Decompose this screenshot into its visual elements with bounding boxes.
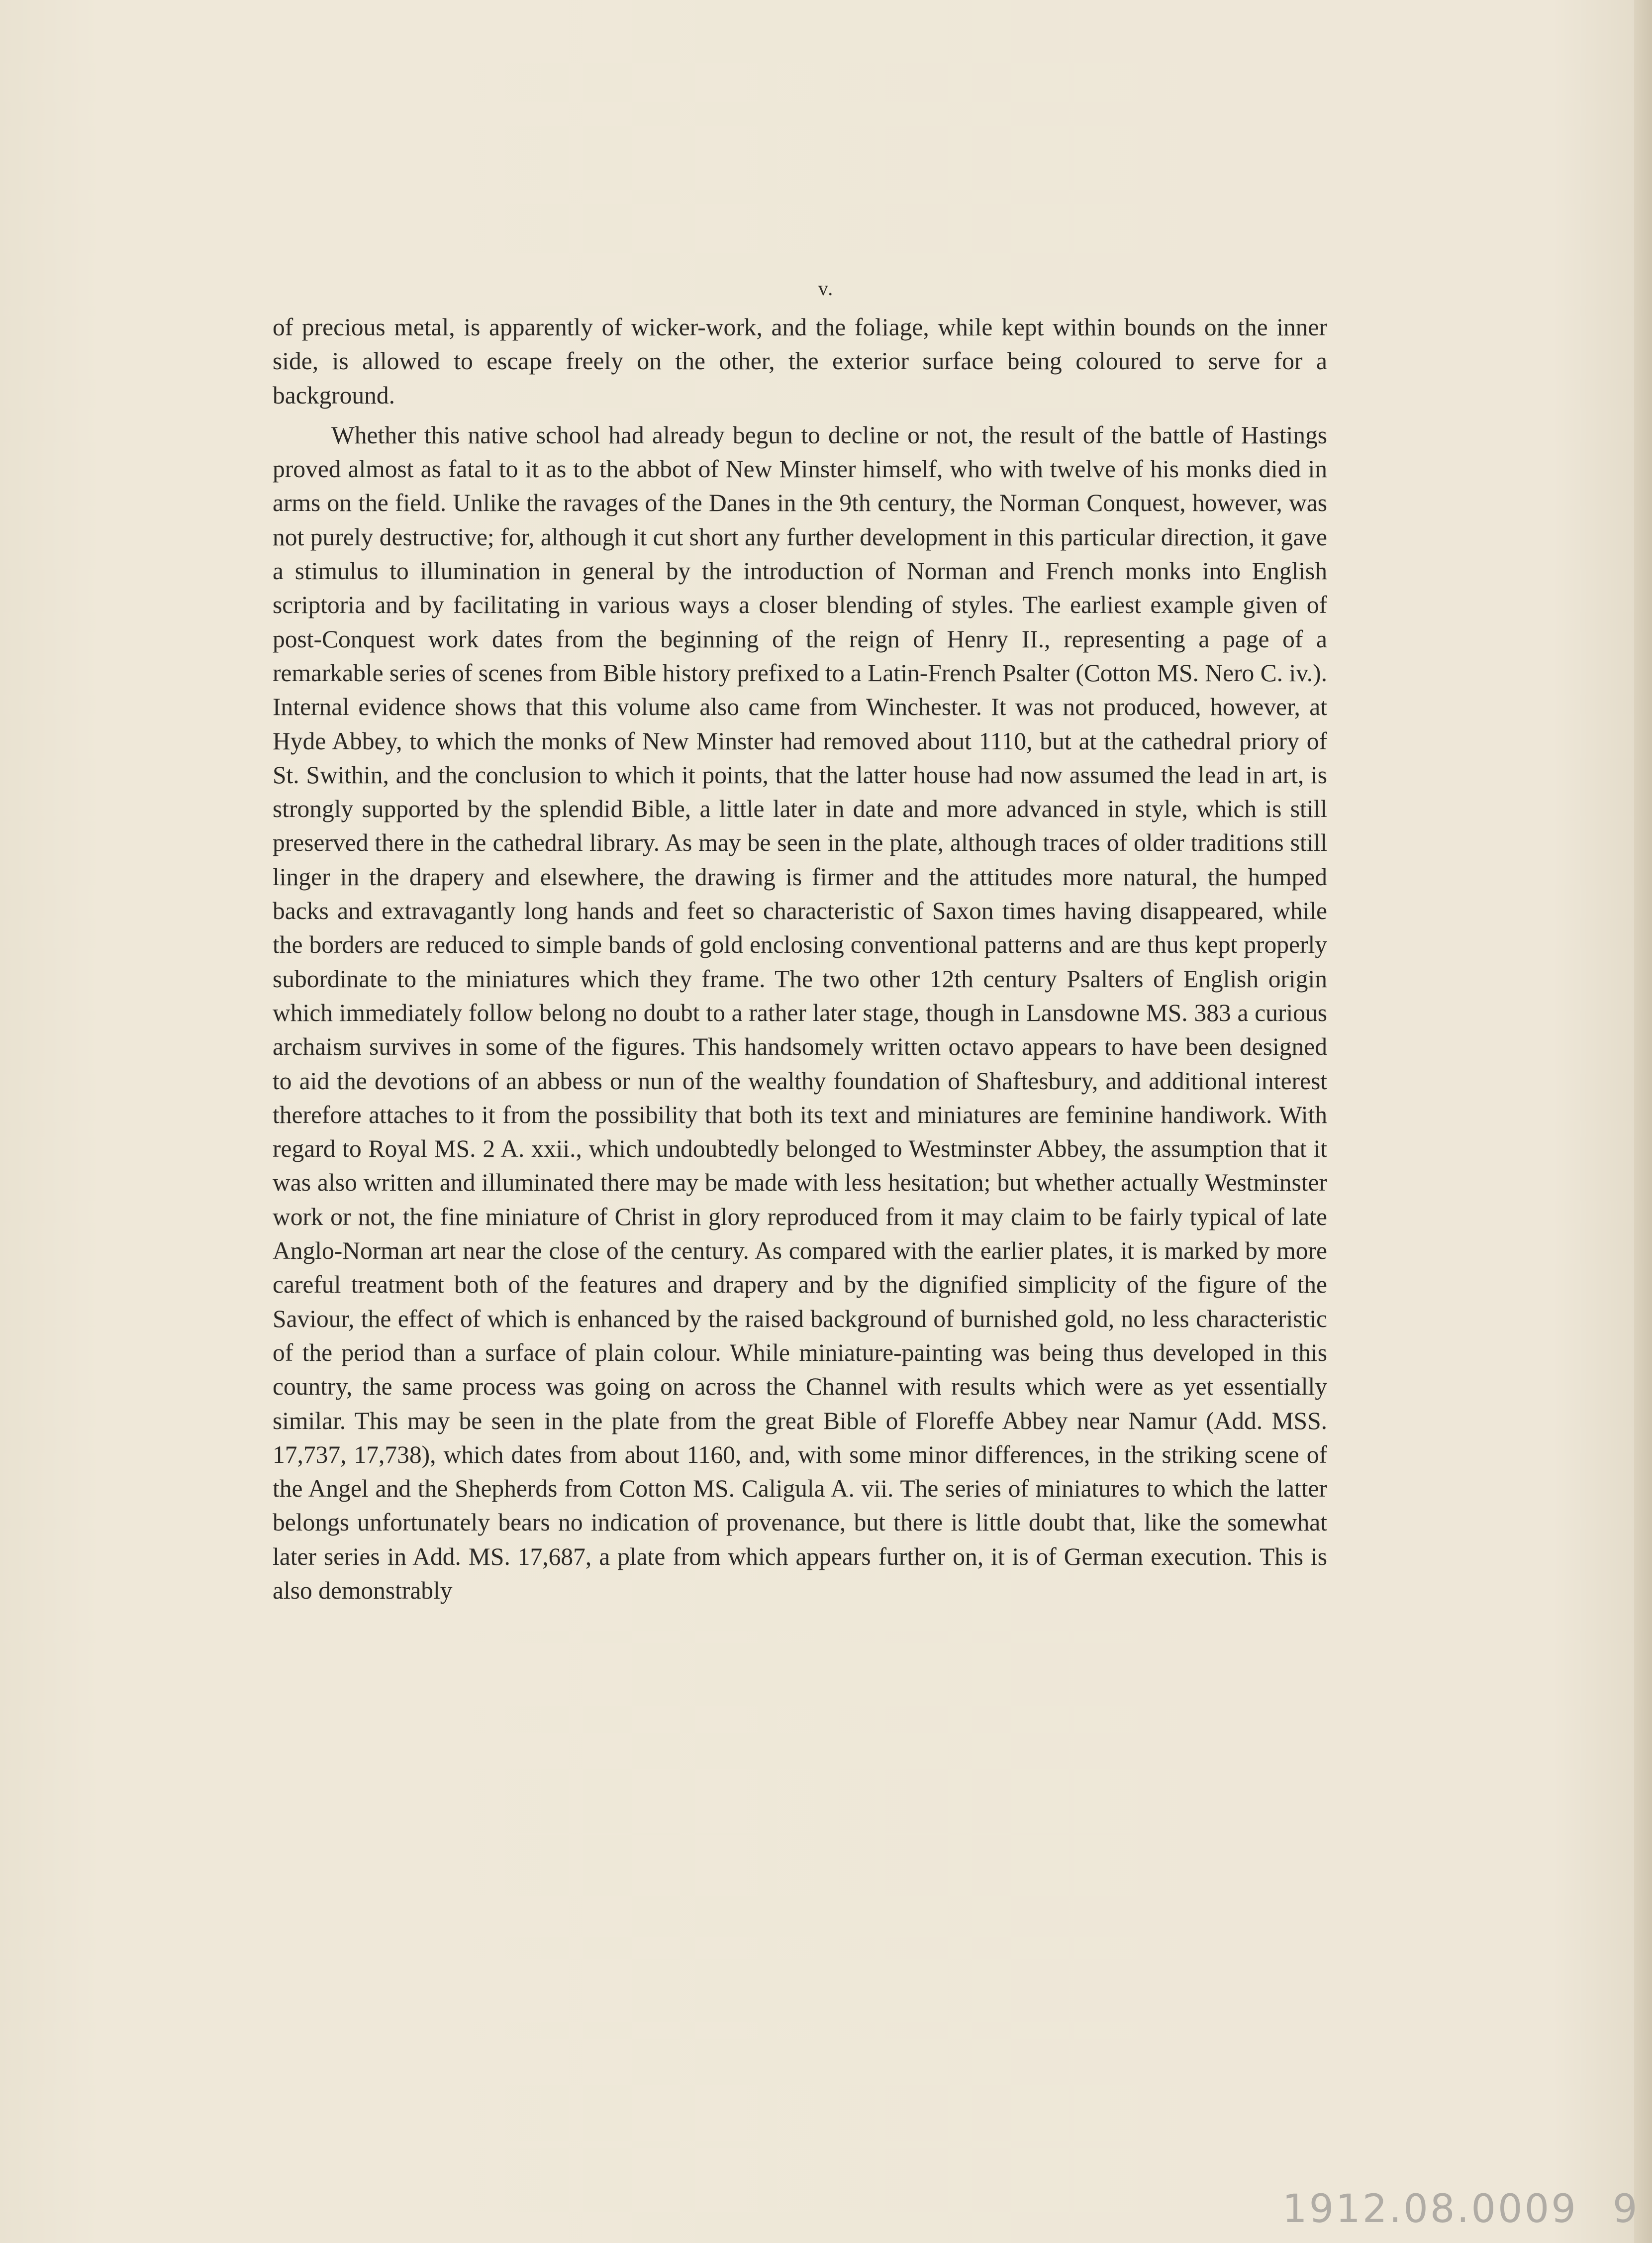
paragraph-continuation: of precious metal, is apparently of wicker-work, and the foliage, while kept within bounds on the inner side, is allowed to escape freely on the other, the exterior surface being coloured to serve for a background. xyxy=(273,313,1327,409)
paragraph-main: Whether this native school had already begun to decline or not, the result of the battle of Hastings proved almost as fatal to it as to the abbot of New Minster himself, who with twelve of his monks died in arms on the field. Unlike the ravages of the Danes in the 9th century, the Norman Conquest, however, was not purely destructive; for, although it cut short any further development in this particular direction, it gave a stimulus to illumination in general by the introduction of Norman and French monks into English scriptoria and by facilitating in various ways a closer blending of styles. The earliest example given of post-Conquest work dates from the beginning of the reign of Henry II., representing a page of a remarkable series of scenes from Bible history prefixed to a Latin-French Psalter (Cotton MS. Nero C. iv.). Internal evidence shows that this volume also came from Winchester. It was not produced, however, at Hyde Abbey, to which the monks of New Minster had removed about 1110, but at the cathedral priory of St. Swithin, and the conclusion to which it points, that the latter house had now assumed the lead in art, is strongly supported by the splendid Bible, a little later in date and more advanced in style, which is still preserved there in the cathedral library. As may be seen in the plate, although traces of older traditions still linger in the drapery and elsewhere, the drawing is firmer and the attitudes more natural, the humped backs and extravagantly long hands and feet so characteristic of Saxon times having disappeared, while the borders are reduced to simple bands of gold enclosing conventional patterns and are thus kept properly subordinate to the miniatures which they frame. The two other 12th century Psalters of English origin which immediately follow belong no doubt to a rather later stage, though in Lansdowne MS. 383 a curious archaism survives in some of the figures. This handsomely written octavo appears to have been designed to aid the devotions of an abbess or nun of the wealthy foundation of Shaftesbury, and additional interest therefore attaches to it from the possibility that both its text and miniatures are feminine handiwork. With regard to Royal MS. 2 A. xxii., which undoubtedly belonged to Westminster Abbey, the assumption that it was also written and illuminated there may be made with less hesitation; but whether actually Westminster work or not, the fine miniature of Christ in glory reproduced from it may claim to be fairly typical of late Anglo-Norman art near the close of the century. As compared with the earlier plates, it is marked by more careful treatment both of the features and drapery and by the dignified simplicity of the figure of the Saviour, the effect of which is enhanced by the raised background of burnished gold, no less characteristic of the period than a surface of plain colour. While miniature-painting was being thus developed in this country, the same process was going on across the Channel with results which were as yet essentially similar. This may be seen in the plate from the great Bible of Floreffe Abbey near Namur (Add. MSS. 17,737, 17,738), which dates from about 1160, and, with some minor differences, in the striking scene of the Angel and the Shepherds from Cotton MS. Caligula A. vii. The series of miniatures to which the latter belongs unfortunately bears no indication of provenance, but there is little doubt that, like the somewhat later series in Add. MS. 17,687, a plate from which appears further on, it is of German execution. This is also demonstrably xyxy=(273,421,1327,1604)
folio-number: 9 xyxy=(1612,2187,1640,2232)
body-text xyxy=(273,310,1327,1608)
page-number: v. xyxy=(818,277,834,300)
accession-number: 1912.08.0009 xyxy=(1282,2187,1578,2232)
page-edge-shadow xyxy=(1634,0,1652,2243)
archive-accession-mark xyxy=(1282,2187,1640,2232)
